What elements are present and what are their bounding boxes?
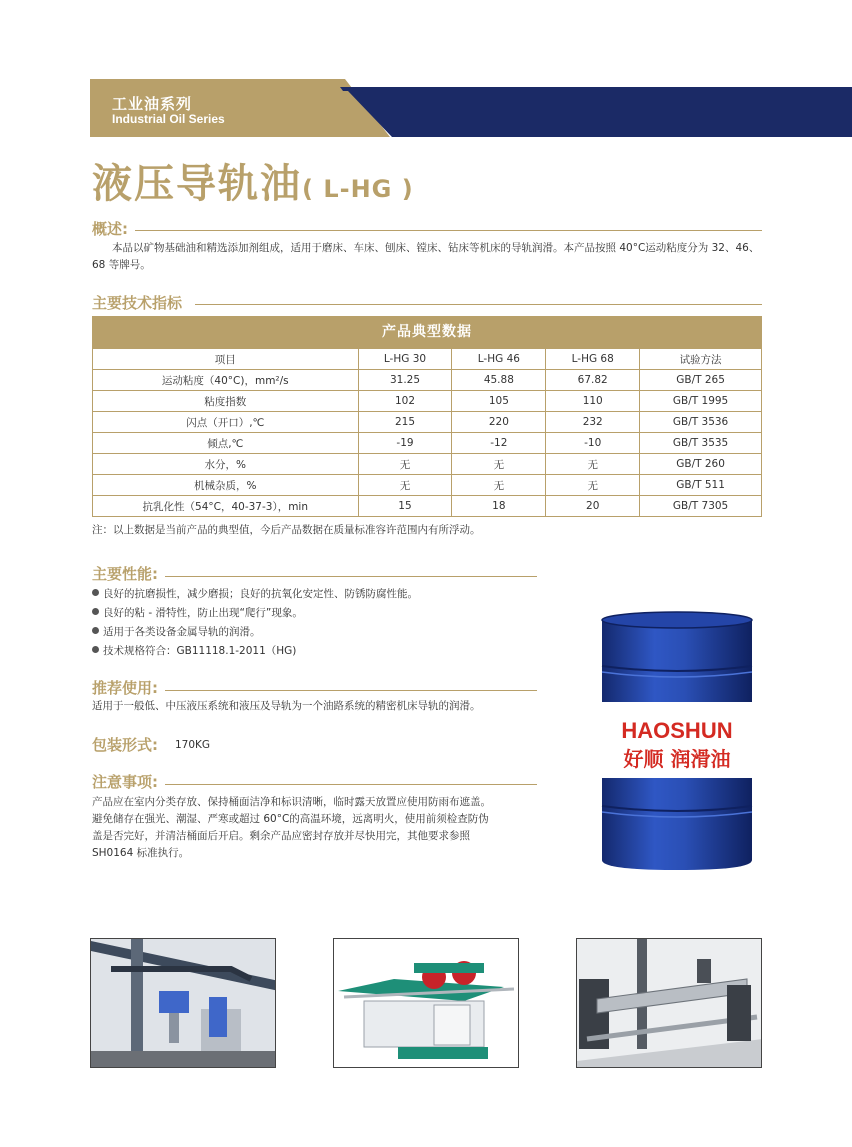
cell-value: 20 xyxy=(546,496,640,517)
notice-divider xyxy=(165,784,537,785)
overview-divider xyxy=(135,230,762,231)
cell-item: 机械杂质，% xyxy=(93,475,359,496)
usage-text: 适用于一般低、中压液压系统和液压及导轨为一个油路系统的精密机床导轨的润滑。 xyxy=(92,700,481,712)
cell-value: 无 xyxy=(452,454,546,475)
cell-item: 倾点,℃ xyxy=(93,433,359,454)
notice-line: 产品应在室内分类存放、保持桶面洁净和标识清晰，临时露天放置应使用防雨布遮盖。 xyxy=(92,796,491,808)
cell-method: GB/T 1995 xyxy=(640,391,762,412)
cell-value: 220 xyxy=(452,412,546,433)
col-header-method: 试验方法 xyxy=(640,349,762,370)
table-row xyxy=(93,391,762,412)
packaging-heading: 包装形式: xyxy=(92,736,158,754)
specs-heading: 主要技术指标 xyxy=(92,294,183,312)
cell-value: 110 xyxy=(546,391,640,412)
cell-value: 67.82 xyxy=(546,370,640,391)
gantry-machine-photo xyxy=(576,938,762,1068)
series-title-cn: 工业油系列 xyxy=(112,95,193,113)
cell-item: 闪点（开口）,℃ xyxy=(93,412,359,433)
banner-navy-block xyxy=(348,91,852,137)
cell-method: GB/T 511 xyxy=(640,475,762,496)
usage-heading: 推荐使用: xyxy=(92,679,158,697)
overview-heading: 概述: xyxy=(92,220,128,238)
table-title: 产品典型数据 xyxy=(92,316,762,348)
specs-divider xyxy=(195,304,762,305)
packaging-value: 170KG xyxy=(175,739,211,751)
cell-value: 31.25 xyxy=(358,370,452,391)
product-name: 液压导轨油 xyxy=(92,161,302,207)
barrel-brand-cn: 好顺 润滑油 xyxy=(623,747,731,771)
notice-text xyxy=(92,794,491,862)
cell-value: -19 xyxy=(358,433,452,454)
cell-value: 215 xyxy=(358,412,452,433)
list-item: 良好的粘 - 滑特性，防止出现“爬行”现象。 xyxy=(92,605,303,620)
performance-divider xyxy=(165,576,537,577)
header-banner xyxy=(90,79,852,137)
usage-divider xyxy=(165,690,537,691)
bullet-icon xyxy=(92,608,99,615)
table-row xyxy=(93,433,762,454)
banner-navy-stripe xyxy=(340,87,852,91)
list-item: 适用于各类设备金属导轨的润滑。 xyxy=(92,624,261,639)
series-title-en: Industrial Oil Series xyxy=(112,112,225,126)
bullet-icon xyxy=(92,627,99,634)
notice-line: 避免储存在强光、潮湿、严寒或超过 60°C的高温环境，远离明火，使用前须检查防伪 xyxy=(92,813,489,825)
barrel-brand-en: HAOSHUN xyxy=(621,718,733,743)
saw-machine-photo xyxy=(333,938,519,1068)
cell-value: 无 xyxy=(546,475,640,496)
cell-value: 无 xyxy=(452,475,546,496)
cell-value: 无 xyxy=(358,454,452,475)
list-item: 技术规格符合：GB11118.1-2011（HG) xyxy=(92,643,296,658)
col-header-hg68: L-HG 68 xyxy=(546,349,640,370)
product-code: ( L-HG ) xyxy=(302,175,414,203)
cell-value: 105 xyxy=(452,391,546,412)
table-row xyxy=(93,475,762,496)
notice-line: SH0164 标准执行。 xyxy=(92,847,190,859)
overview-text: 本品以矿物基础油和精选添加剂组成，适用于磨床、车床、刨床、镗床、钻床等机床的导轨润滑。本产品按照 40°C运动粘度分为 32、46、68 等牌号。 xyxy=(92,242,760,271)
table-row xyxy=(93,370,762,391)
table-header-row xyxy=(93,349,762,370)
cell-value: 15 xyxy=(358,496,452,517)
cell-value: 45.88 xyxy=(452,370,546,391)
notice-line: 盖是否完好，并清洁桶面后开启。剩余产品应密封存放并尽快用完，其他要求参照 xyxy=(92,830,470,842)
cell-value: -12 xyxy=(452,433,546,454)
col-header-hg46: L-HG 46 xyxy=(452,349,546,370)
cell-item: 抗乳化性（54°C，40-37-3），min xyxy=(93,496,359,517)
oil-barrel-image xyxy=(598,610,756,872)
table-row xyxy=(93,412,762,433)
cell-value: -10 xyxy=(546,433,640,454)
hydraulic-arm-photo xyxy=(90,938,276,1068)
notice-heading: 注意事项: xyxy=(92,773,158,791)
list-item: 良好的抗磨损性，减少磨损；良好的抗氧化安定性、防锈防腐性能。 xyxy=(92,586,418,601)
col-header-hg30: L-HG 30 xyxy=(358,349,452,370)
product-title xyxy=(92,152,414,209)
cell-value: 102 xyxy=(358,391,452,412)
bullet-icon xyxy=(92,646,99,653)
table-note: 注：以上数据是当前产品的典型值，今后产品数据在质量标准容许范围内有所浮动。 xyxy=(92,524,481,536)
cell-method: GB/T 3535 xyxy=(640,433,762,454)
cell-value: 18 xyxy=(452,496,546,517)
cell-method: GB/T 265 xyxy=(640,370,762,391)
cell-method: GB/T 260 xyxy=(640,454,762,475)
table-row xyxy=(93,454,762,475)
cell-method: GB/T 3536 xyxy=(640,412,762,433)
cell-value: 无 xyxy=(358,475,452,496)
cell-item: 运动粘度（40°C)，mm²/s xyxy=(93,370,359,391)
bullet-icon xyxy=(92,589,99,596)
performance-heading: 主要性能: xyxy=(92,565,158,583)
spec-table xyxy=(92,316,762,517)
cell-value: 232 xyxy=(546,412,640,433)
table-row xyxy=(93,496,762,517)
cell-item: 水分，% xyxy=(93,454,359,475)
data-table xyxy=(92,348,762,517)
cell-item: 粘度指数 xyxy=(93,391,359,412)
col-header-item: 项目 xyxy=(93,349,359,370)
cell-value: 无 xyxy=(546,454,640,475)
cell-method: GB/T 7305 xyxy=(640,496,762,517)
